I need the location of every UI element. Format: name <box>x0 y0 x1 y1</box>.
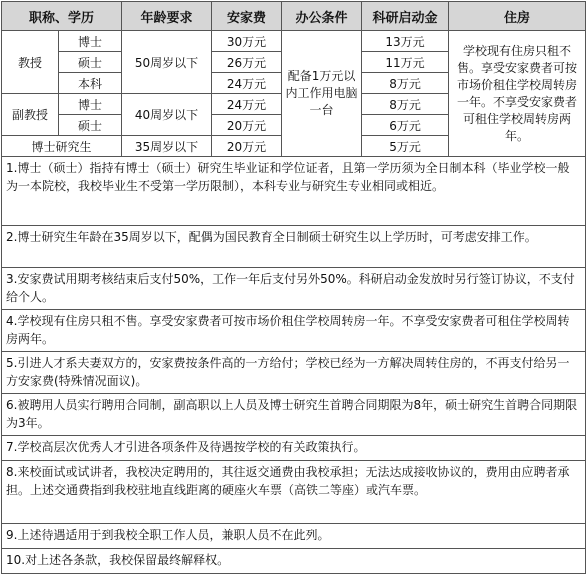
age-cell: 40周岁以下 <box>122 94 212 136</box>
note-9: 9.上述待遇适用于到我校全职工作人员，兼职人员不在此列。 <box>2 524 586 549</box>
fee-cell: 24万元 <box>212 73 282 94</box>
startup-cell: 5万元 <box>362 136 449 157</box>
startup-cell: 6万元 <box>362 115 449 136</box>
note-7: 7.学校高层次优秀人才引进各项条件及待遇按学校的有关政策执行。 <box>2 436 586 461</box>
note-6: 6.被聘用人员实行聘用合同制，副高职以上人员及博士研究生首聘合同期限为8年，硕士研究生首聘合同期限为3年。 <box>2 394 586 436</box>
group-professor: 教授 <box>2 31 59 94</box>
note-row <box>2 157 586 226</box>
note-2: 2.博士研究生年龄在35周岁以下，配偶为国民教育全日制硕士研究生以上学历时，可考虑安排工作。 <box>2 226 586 268</box>
note-4: 4.学校现有住房只租不售。享受安家费者可按市场价租住学校周转房一年。不享受安家费者可租住学校周转房两年。 <box>2 310 586 352</box>
startup-cell: 11万元 <box>362 52 449 73</box>
header-settlement-fee: 安家费 <box>212 2 282 31</box>
group-associate-professor: 副教授 <box>2 94 59 136</box>
fee-cell: 20万元 <box>212 136 282 157</box>
header-startup-fund: 科研启动金 <box>362 2 449 31</box>
degree-cell: 博士 <box>59 31 122 52</box>
degree-cell: 硕士 <box>59 52 122 73</box>
note-row <box>2 394 586 436</box>
note-row <box>2 461 586 524</box>
office-condition-cell: 配备1万元以内工作用电脑一台 <box>282 31 362 157</box>
header-title-degree: 职称、学历 <box>2 2 122 31</box>
startup-cell: 8万元 <box>362 73 449 94</box>
note-row <box>2 268 586 310</box>
fee-cell: 24万元 <box>212 94 282 115</box>
group-phd-graduate: 博士研究生 <box>2 136 122 157</box>
table-row <box>2 31 586 52</box>
degree-cell: 本科 <box>59 73 122 94</box>
note-row <box>2 310 586 352</box>
note-row <box>2 549 586 574</box>
note-8: 8.来校面试或试讲者，我校决定聘用的，其往返交通费由我校承担；无法达成接收协议的，费用由应聘者承担。上述交通费指到我校驻地直线距离的硬座火车票（高铁二等座）或汽车票。 <box>2 461 586 524</box>
talent-benefits-table <box>1 1 586 574</box>
startup-cell: 8万元 <box>362 94 449 115</box>
note-row <box>2 352 586 394</box>
degree-cell: 硕士 <box>59 115 122 136</box>
header-age: 年龄要求 <box>122 2 212 31</box>
note-5: 5.引进人才系夫妻双方的，安家费按条件高的一方给付；学校已经为一方解决周转住房的，不再支付给另一方安家费(特殊情况面议)。 <box>2 352 586 394</box>
note-row <box>2 524 586 549</box>
note-3: 3.安家费试用期考核结束后支付50%，工作一年后支付另外50%。科研启动金发放时另行签订协议，不支付给个人。 <box>2 268 586 310</box>
header-row <box>2 2 586 31</box>
note-row <box>2 226 586 268</box>
age-cell: 35周岁以下 <box>122 136 212 157</box>
startup-cell: 13万元 <box>362 31 449 52</box>
fee-cell: 30万元 <box>212 31 282 52</box>
housing-cell: 学校现有住房只租不售。享受安家费者可按市场价租住学校周转房一年。不享受安家费者可租住学校周转房两年。 <box>449 31 586 157</box>
degree-cell: 博士 <box>59 94 122 115</box>
note-1: 1.博士（硕士）指持有博士（硕士）研究生毕业证和学位证者，且第一学历须为全日制本科（毕业学校一般为一本院校，我校毕业生不受第一学历限制），本科专业与研究生专业相同或相近。 <box>2 157 586 226</box>
note-10: 10.对上述各条款，我校保留最终解释权。 <box>2 549 586 574</box>
fee-cell: 26万元 <box>212 52 282 73</box>
note-row <box>2 436 586 461</box>
fee-cell: 20万元 <box>212 115 282 136</box>
header-housing: 住房 <box>449 2 586 31</box>
age-cell: 50周岁以下 <box>122 31 212 94</box>
header-office: 办公条件 <box>282 2 362 31</box>
